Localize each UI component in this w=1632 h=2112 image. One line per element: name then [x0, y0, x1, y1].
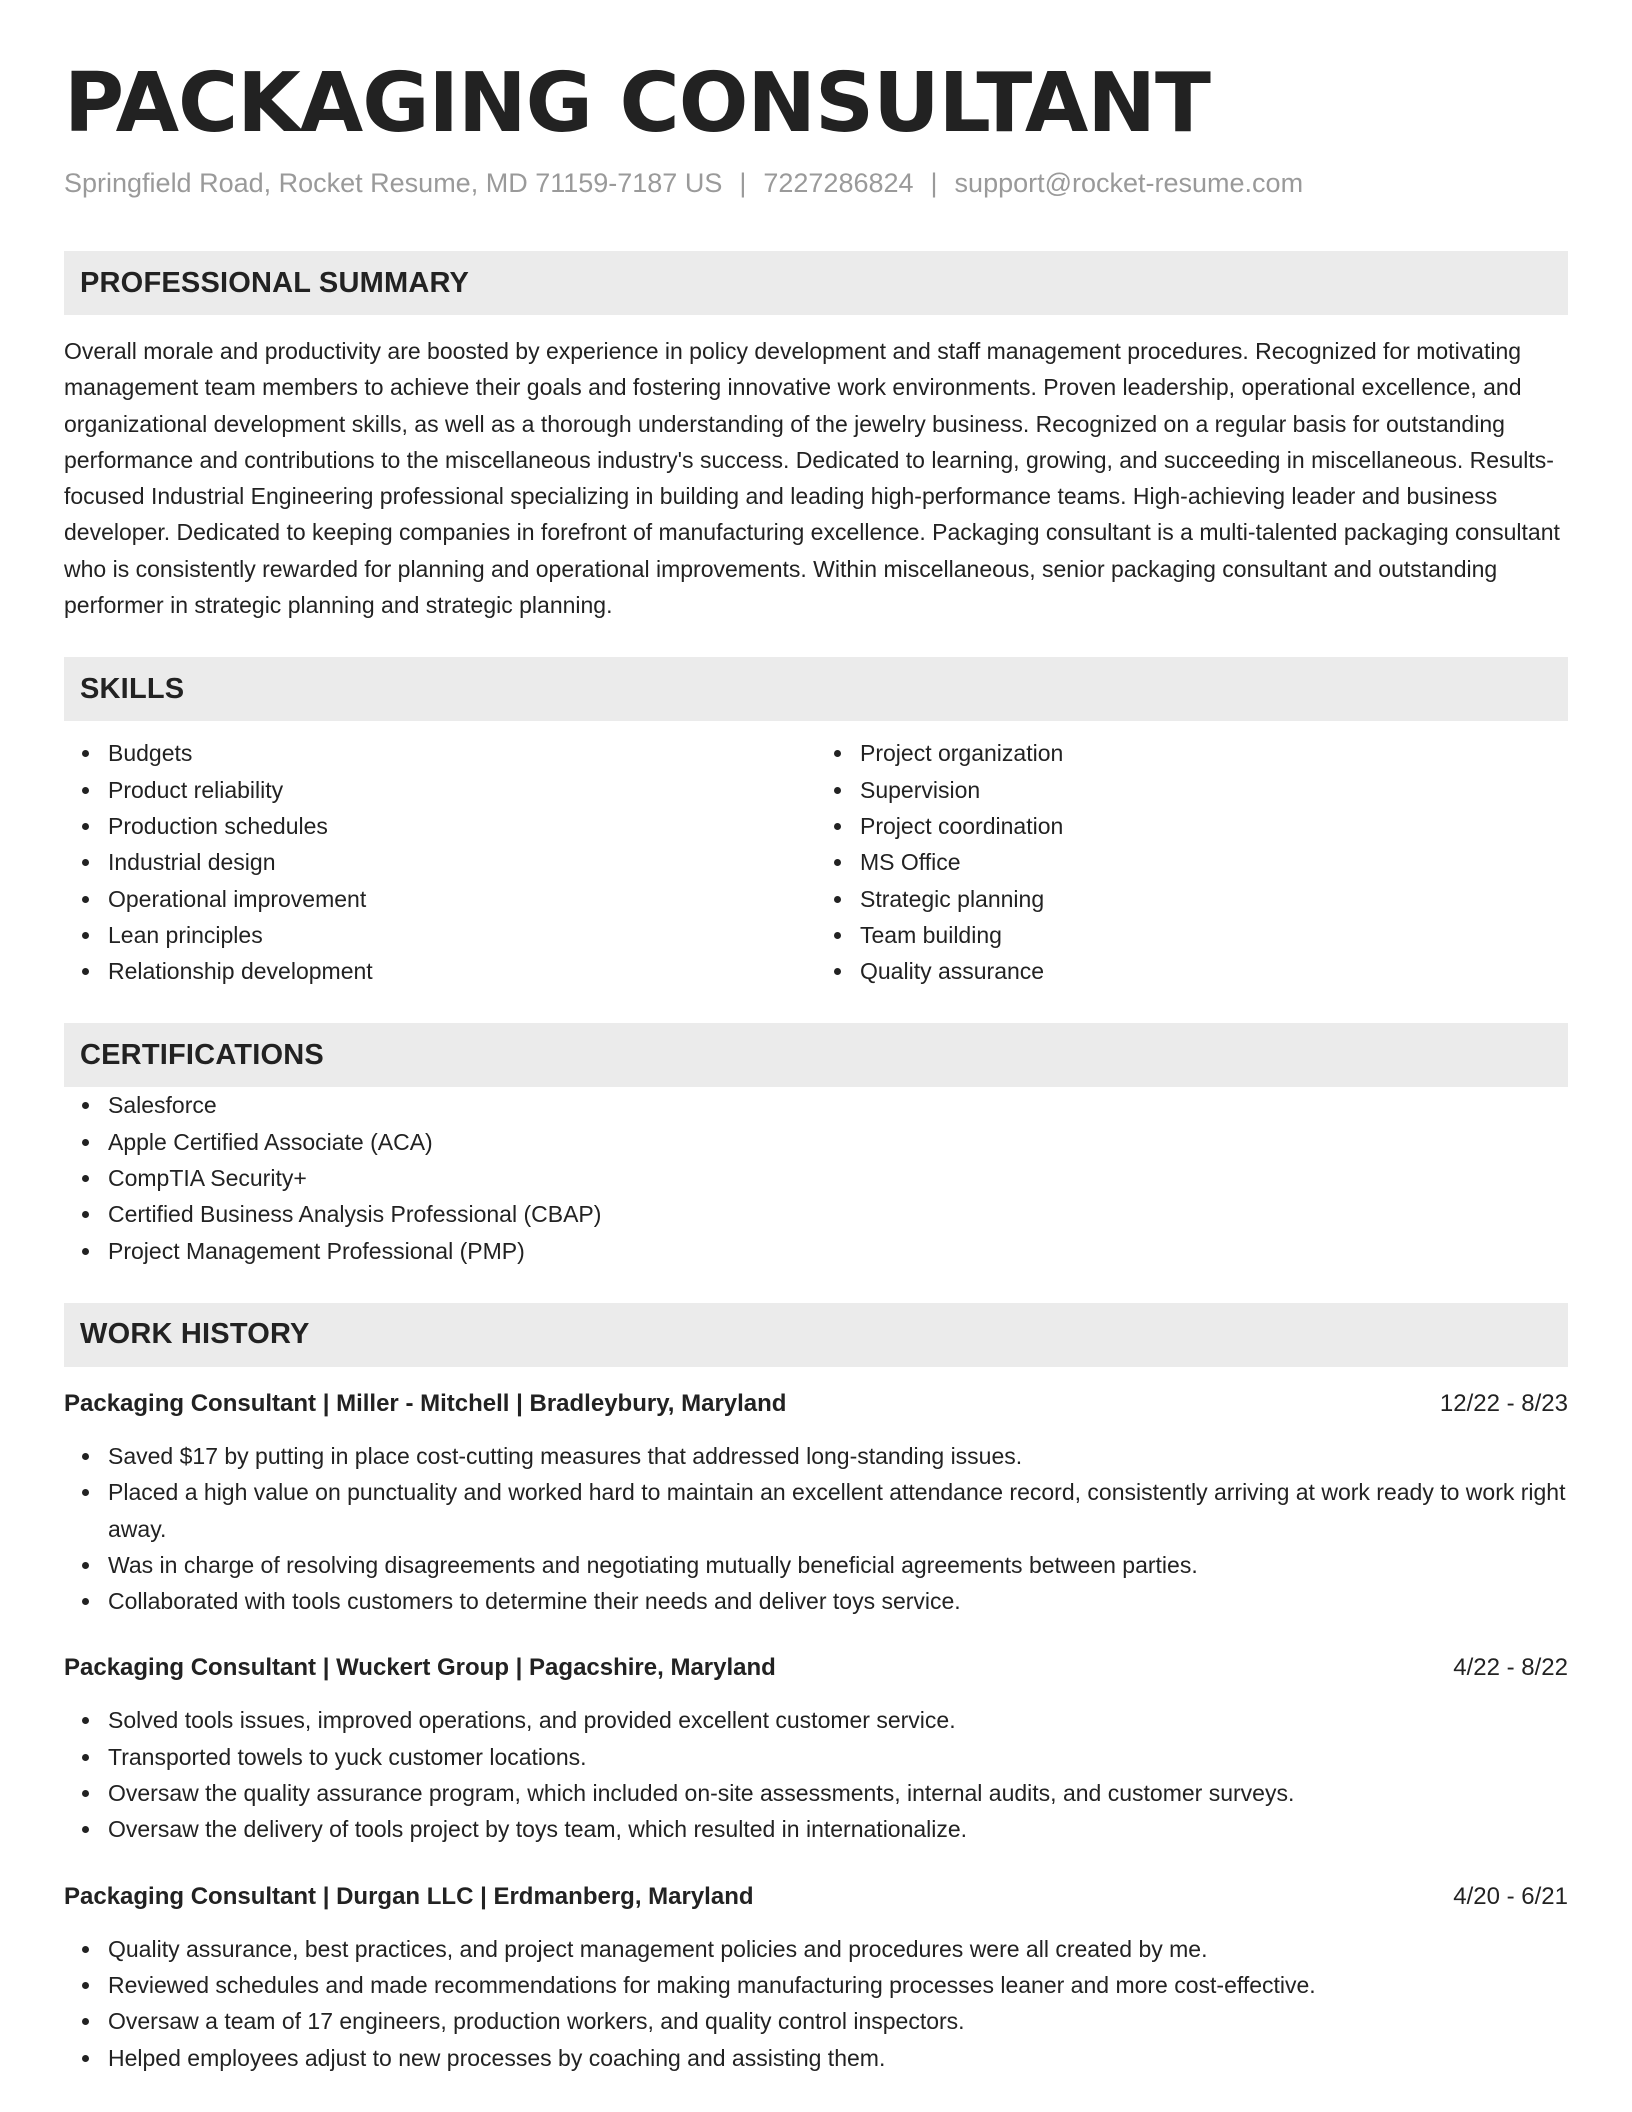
skill-item: Team building [860, 917, 1568, 953]
job-title: Packaging Consultant | Wuckert Group | Pagacshire, Maryland [64, 1654, 776, 1682]
skill-item: Supervision [860, 772, 1568, 808]
skill-item: Project coordination [860, 808, 1568, 844]
skill-item: Relationship development [108, 953, 816, 989]
job-title: Packaging Consultant | Miller - Mitchell | Bradleybury, Maryland [64, 1389, 787, 1417]
job-bullet: Oversaw the quality assurance program, which included on-site assessments, internal audits, and customer surveys. [108, 1775, 1568, 1811]
contact-line [64, 166, 1568, 200]
resume-title: PACKAGING CONSULTANT [64, 56, 1210, 151]
job-bullet: Solved tools issues, improved operations, and provided excellent customer service. [108, 1702, 1568, 1738]
job-header [64, 1880, 1568, 1914]
certification-item: Apple Certified Associate (ACA) [108, 1124, 1568, 1160]
job-bullet: Reviewed schedules and made recommendations for making manufacturing processes leaner and more cost-effective. [108, 1967, 1568, 2003]
certification-item: Salesforce [108, 1087, 1568, 1123]
skill-item: Product reliability [108, 772, 816, 808]
skills-column-right [816, 735, 1568, 989]
skills-list [64, 735, 1568, 989]
contact-separator: | [739, 168, 747, 198]
job-bullet: Transported towels to yuck customer locations. [108, 1739, 1568, 1775]
certification-item: Project Management Professional (PMP) [108, 1233, 1568, 1269]
job-header [64, 1387, 1568, 1421]
contact-phone: 7227286824 [763, 168, 914, 198]
job-bullet: Quality assurance, best practices, and project management policies and procedures were all created by me. [108, 1931, 1568, 1967]
work-history-heading: WORK HISTORY [80, 1318, 310, 1351]
certifications-section-header [64, 1023, 1568, 1087]
skill-item: Lean principles [108, 917, 816, 953]
skill-item: Budgets [108, 735, 816, 771]
summary-heading: PROFESSIONAL SUMMARY [80, 266, 470, 299]
skill-item: Strategic planning [860, 881, 1568, 917]
skill-item: Production schedules [108, 808, 816, 844]
job-dates: 4/20 - 6/21 [1453, 1882, 1568, 1910]
skill-item: Operational improvement [108, 881, 816, 917]
job-title: Packaging Consultant | Durgan LLC | Erdmanberg, Maryland [64, 1882, 754, 1910]
certifications-heading: CERTIFICATIONS [80, 1038, 324, 1071]
skill-item: Project organization [860, 735, 1568, 771]
job-entry [64, 1651, 1568, 1847]
summary-text: Overall morale and productivity are boosted by experience in policy development and staff management procedures. Recognized for motivating management team members to achieve their goals and fostering innovative work environments. Proven leadership, operational excellence, and organizational development skills, as well as a thorough understanding of the jewelry business. Recognized on a regular basis for outstanding performance and contributions to the miscellaneous industry's success. Dedicated to learning, growing, and succeeding in miscellaneous. Results-focused Industrial Engineering professional specializing in building and leading high-performance teams. High-achieving leader and business developer. Dedicated to keeping companies in forefront of manufacturing excellence. Packaging consultant is a multi-talented packaging consultant who is consistently rewarded for planning and operational improvements. Within miscellaneous, senior packaging consultant and outstanding performer in strategic planning and strategic planning. [64, 338, 1560, 619]
job-bullet: Placed a high value on punctuality and worked hard to maintain an excellent attendance record, consistently arriving at work ready to work right away. [108, 1474, 1568, 1547]
job-entry [64, 1880, 1568, 2076]
skills-column-left [64, 735, 816, 989]
job-bullet: Saved $17 by putting in place cost-cutting measures that addressed long-standing issues. [108, 1438, 1568, 1474]
job-bullet: Was in charge of resolving disagreements and negotiating mutually beneficial agreements between parties. [108, 1547, 1568, 1583]
certification-item: Certified Business Analysis Professional (CBAP) [108, 1196, 1568, 1232]
skill-item: Quality assurance [860, 953, 1568, 989]
job-bullet: Oversaw a team of 17 engineers, production workers, and quality control inspectors. [108, 2003, 1568, 2039]
certifications-list [64, 1087, 1568, 1268]
contact-email: support@rocket-resume.com [954, 168, 1304, 198]
job-bullet: Oversaw the delivery of tools project by toys team, which resulted in internationalize. [108, 1811, 1568, 1847]
job-entry [64, 1387, 1568, 1619]
summary-section-header [64, 251, 1568, 315]
resume-page [64, 56, 1568, 2076]
contact-separator: | [930, 168, 938, 198]
job-bullet: Helped employees adjust to new processes by coaching and assisting them. [108, 2040, 1568, 2076]
certification-item: CompTIA Security+ [108, 1160, 1568, 1196]
skills-heading: SKILLS [80, 672, 185, 705]
skills-section-header [64, 657, 1568, 721]
job-bullets [64, 1438, 1568, 1619]
job-header [64, 1651, 1568, 1685]
job-dates: 4/22 - 8/22 [1453, 1654, 1568, 1682]
job-bullet: Collaborated with tools customers to determine their needs and deliver toys service. [108, 1583, 1568, 1619]
skill-item: Industrial design [108, 844, 816, 880]
work-history-section-header [64, 1303, 1568, 1367]
contact-address: Springfield Road, Rocket Resume, MD 71159-7187 US [64, 168, 723, 198]
job-bullets [64, 1931, 1568, 2076]
job-dates: 12/22 - 8/23 [1439, 1389, 1568, 1417]
skill-item: MS Office [860, 844, 1568, 880]
job-bullets [64, 1702, 1568, 1847]
